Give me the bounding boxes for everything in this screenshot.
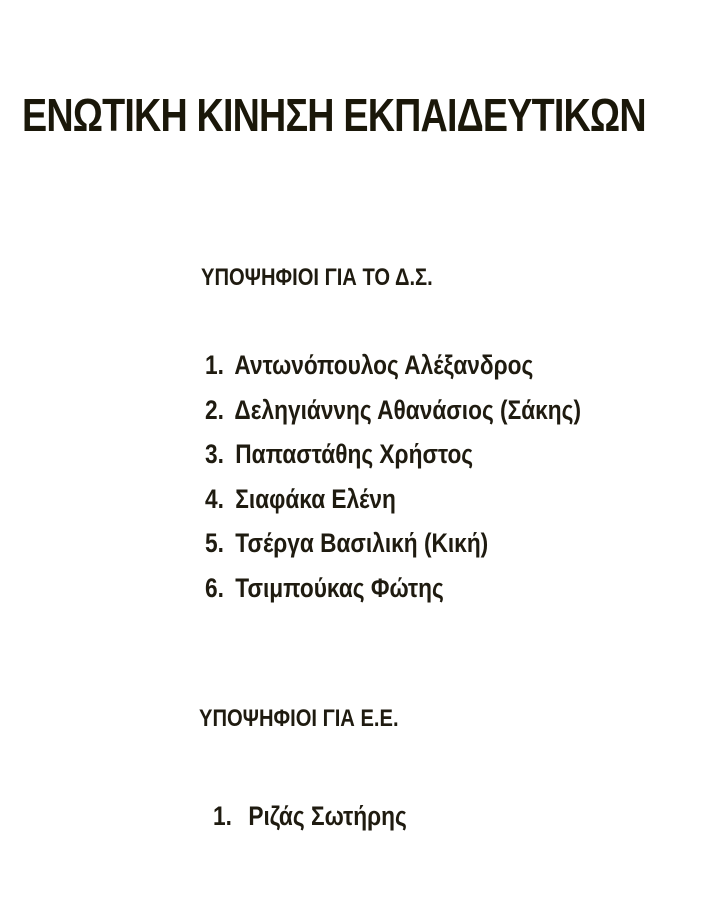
list-item-name: Παπαστάθης Χρήστος [235, 439, 474, 469]
list-item-number: 6. [205, 572, 224, 603]
list-item-name: Τσέργα Βασιλική (Κική) [235, 528, 489, 558]
list-item [213, 797, 407, 842]
list-item-number: 1. [205, 350, 224, 380]
section-heading-executive-candidates: ΥΠΟΨΗΦΙΟΙ ΓΙΑ Ε.Ε. [199, 705, 399, 732]
list-item-number: 2. [205, 394, 224, 425]
list-item-number: 3. [205, 439, 224, 469]
list-item [205, 569, 581, 614]
list-item-name: Ριζάς Σωτήρης [248, 801, 407, 831]
board-candidates-list [205, 346, 653, 613]
list-item [205, 346, 581, 391]
list-item-name: Σιαφάκα Ελένη [235, 483, 396, 514]
list-item [205, 524, 581, 569]
page-title: ΕΝΩΤΙΚΗ ΚΙΝΗΣΗ ΕΚΠΑΙΔΕΥΤΙΚΩΝ [22, 89, 646, 141]
list-item-name: Αντωνόπουλος Αλέξανδρος [234, 350, 534, 380]
executive-candidates-list [213, 797, 444, 842]
list-item-number: 5. [205, 528, 224, 558]
list-item-name: Τσιμπούκας Φώτης [235, 572, 444, 603]
list-item [205, 435, 581, 480]
list-item [205, 391, 581, 436]
section-heading-board-candidates: ΥΠΟΨΗΦΙΟΙ ΓΙΑ ΤΟ Δ.Σ. [201, 264, 433, 291]
list-item-number: 4. [205, 483, 224, 514]
list-item [205, 480, 581, 525]
list-item-name: Δεληγιάννης Αθανάσιος (Σάκης) [234, 394, 582, 425]
list-item-number: 1. [213, 801, 232, 831]
